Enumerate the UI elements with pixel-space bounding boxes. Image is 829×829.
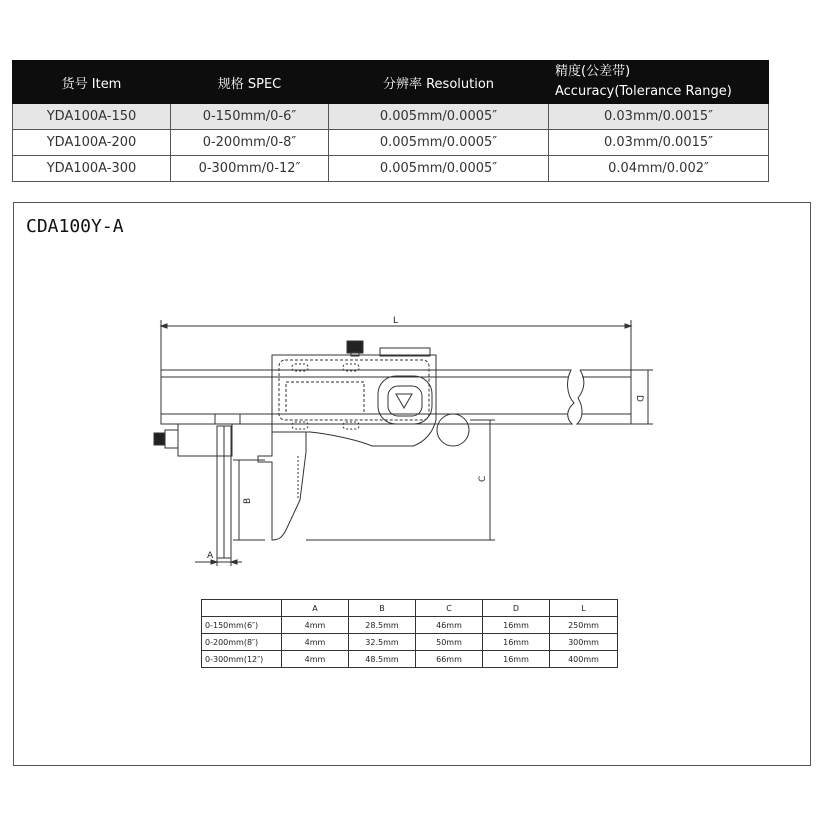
header-accuracy-cn: 精度(公差带) [555, 64, 631, 79]
accuracy-cell: 0.03mm/0.0015″ [549, 130, 769, 156]
accuracy-cell: 0.03mm/0.0015″ [549, 104, 769, 130]
dim-row [202, 634, 618, 651]
dim-d-cell: 16mm [483, 651, 550, 668]
clamp-knob [154, 433, 165, 445]
dim-range-cell: 0-200mm(8″) [202, 634, 282, 651]
item-cell: YDA100A-150 [13, 104, 171, 130]
label-c: C [478, 475, 488, 482]
dim-header-a: A [282, 600, 349, 617]
beam-left [161, 370, 574, 424]
lcd-display [286, 382, 364, 414]
dim-header-c: C [416, 600, 483, 617]
spec-cell: 0-200mm/0-8″ [171, 130, 329, 156]
label-d: D [634, 395, 644, 402]
dim-c-cell: 66mm [416, 651, 483, 668]
header-spec: 规格 SPEC [171, 61, 329, 104]
spec-cell: 0-300mm/0-12″ [171, 156, 329, 182]
dim-row [202, 651, 618, 668]
label-b: B [243, 497, 253, 504]
item-cell: YDA100A-300 [13, 156, 171, 182]
dim-header-row [202, 600, 618, 617]
dim-header-b: B [349, 600, 416, 617]
dim-c-cell: 46mm [416, 617, 483, 634]
lock-screw [347, 341, 363, 353]
header-resolution: 分辨率 Resolution [329, 61, 549, 104]
dimension-table [201, 599, 618, 668]
dim-a-cell: 4mm [282, 617, 349, 634]
dim-header-l: L [550, 600, 618, 617]
resolution-cell: 0.005mm/0.0005″ [329, 156, 549, 182]
dim-d-cell: 16mm [483, 634, 550, 651]
dim-b-cell: 32.5mm [349, 634, 416, 651]
dim-c-cell: 50mm [416, 634, 483, 651]
dim-b-cell: 28.5mm [349, 617, 416, 634]
thumb-wheel [437, 414, 469, 446]
dim-row [202, 617, 618, 634]
dim-a-cell: 4mm [282, 634, 349, 651]
dim-range-cell: 0-300mm(12″) [202, 651, 282, 668]
resolution-cell: 0.005mm/0.0005″ [329, 130, 549, 156]
dim-l-cell: 300mm [550, 634, 618, 651]
model-title: CDA100Y-A [26, 216, 124, 237]
dim-header-empty [202, 600, 282, 617]
header-accuracy-en: Accuracy(Tolerance Range) [555, 84, 732, 99]
dim-l-cell: 250mm [550, 617, 618, 634]
spec-cell: 0-150mm/0-6″ [171, 104, 329, 130]
accuracy-cell: 0.04mm/0.002″ [549, 156, 769, 182]
dim-header-d: D [483, 600, 550, 617]
dim-d-cell: 16mm [483, 617, 550, 634]
label-a: A [207, 551, 214, 561]
beam-right [577, 370, 631, 424]
dim-b-cell: 48.5mm [349, 651, 416, 668]
dim-range-cell: 0-150mm(6″) [202, 617, 282, 634]
fixed-jaw-top [161, 370, 272, 424]
dim-a-cell: 4mm [282, 651, 349, 668]
dim-l-cell: 400mm [550, 651, 618, 668]
header-item: 货号 Item [13, 61, 171, 104]
clamp-screw [165, 430, 178, 448]
slider-body [272, 355, 436, 446]
item-cell: YDA100A-200 [13, 130, 171, 156]
label-l: L [393, 316, 399, 326]
resolution-cell: 0.005mm/0.0005″ [329, 104, 549, 130]
moving-jaw [258, 432, 306, 540]
